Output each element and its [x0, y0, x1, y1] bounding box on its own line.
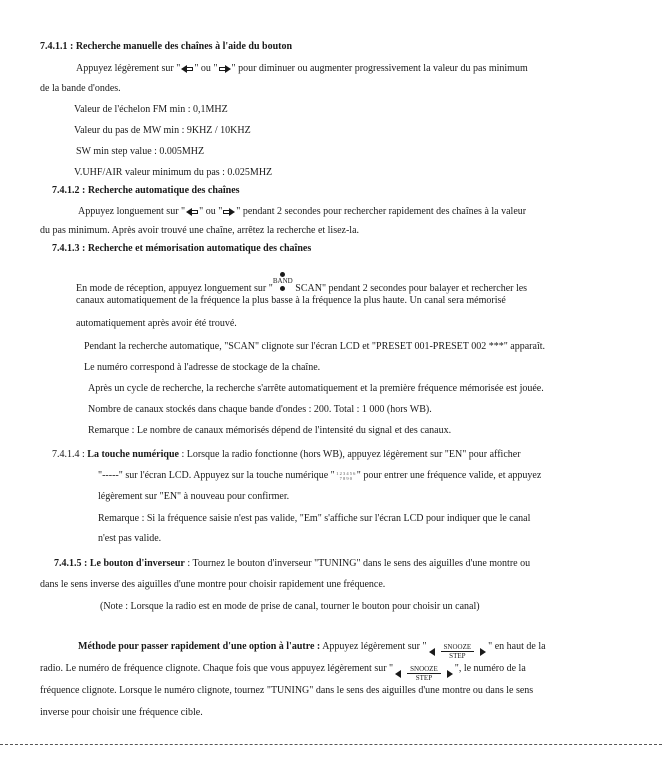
arrow-right-icon — [219, 65, 231, 72]
note-line: (Note : Lorsque la radio est en mode de prise de canal, tourner le bouton pour choisir un canal) — [100, 601, 480, 612]
paragraph-line: n'est pas valide. — [98, 533, 162, 544]
snooze-step-button-icon: SNOOZE STEP — [429, 643, 487, 660]
paragraph-line: canaux automatiquement de la fréquence la plus basse à la fréquence la plus haute. Un canal sera mémorisé — [76, 295, 506, 306]
snooze-step-button-icon: SNOOZE STEP — [395, 665, 453, 682]
paragraph-line: Pendant la recherche automatique, "SCAN" clignote sur l'écran LCD et "PRESET 001-PRESET 002 ***" apparaît. — [84, 341, 546, 352]
section-number: 7.4.1.4 : — [52, 449, 88, 460]
footer-divider — [0, 744, 662, 745]
paragraph-line: 7.4.1.4 : La touche numérique : Lorsque la radio fonctionne (hors WB), appuyez légèrement sur "EN" pour afficher — [52, 449, 521, 460]
fm-step-value: Valeur de l'échelon FM min : 0,1MHZ — [74, 104, 228, 115]
paragraph-line: dans le sens inverse des aiguilles d'une montre pour choisir rapidement une fréquence. — [40, 579, 386, 590]
paragraph-line: de la bande d'ondes. — [40, 83, 121, 94]
section-heading-numeric-key: La touche numérique — [87, 449, 179, 460]
paragraph-line: En mode de réception, appuyez longuement sur " BAND SCAN" pendant 2 secondes pour balayer et rechercher les — [76, 272, 527, 296]
paragraph-line: "-----" sur l'écran LCD. Appuyez sur la touche numérique "1 2 3 4 5 6 7 8 9 0 " pour entrer une fréquence valide, et appuyez — [98, 470, 542, 481]
paragraph-line: du pas minimum. Après avoir trouvé une chaîne, arrêtez la recherche et lisez-la. — [40, 225, 360, 236]
paragraph-line: Après un cycle de recherche, la recherche s'arrête automatiquement et la première fréquence mémorisée est jouée. — [88, 383, 544, 394]
mw-step-value: Valeur du pas de MW min : 9KHZ / 10KHZ — [74, 125, 251, 136]
arrow-left-icon — [181, 65, 193, 72]
paragraph-line: Nombre de canaux stockés dans chaque bande d'ondes : 200. Total : 1 000 (hors WB). — [88, 404, 432, 415]
paragraph-line: légèrement sur "EN" à nouveau pour confirmer. — [98, 491, 290, 502]
section-heading-manual-search: 7.4.1.1 : Recherche manuelle des chaînes à l'aide du bouton — [40, 41, 293, 52]
numeric-keypad-icon: 1 2 3 4 5 6 7 8 9 0 — [336, 471, 356, 481]
section-heading-scan-memorize: 7.4.1.3 : Recherche et mémorisation automatique des chaînes — [52, 243, 312, 254]
section-heading-auto-search: 7.4.1.2 : Recherche automatique des chaînes — [52, 185, 240, 196]
paragraph-line: Appuyez légèrement sur " " ou " " pour diminuer ou augmenter progressivement la valeur du pas minimum — [76, 63, 528, 74]
paragraph-line: Remarque : Si la fréquence saisie n'est pas valide, "Em" s'affiche sur l'écran LCD pour indiquer que le canal — [98, 513, 531, 524]
section-heading-quick-switch: Méthode pour passer rapidement d'une option à l'autre : — [78, 641, 321, 652]
arrow-right-icon — [223, 208, 235, 215]
paragraph-line: 7.4.1.5 : Le bouton d'inverseur : Tournez le bouton d'inverseur "TUNING" dans le sens des aiguilles d'une montre ou — [54, 558, 531, 569]
paragraph-line: Remarque : Le nombre de canaux mémorisés dépend de l'intensité du signal et des canaux. — [88, 425, 452, 436]
sw-step-value: SW min step value : 0.005MHZ — [76, 146, 205, 157]
paragraph-line: Le numéro correspond à l'adresse de stockage de la chaîne. — [84, 362, 321, 373]
paragraph-line: Appuyez longuement sur " " ou " " pendant 2 secondes pour rechercher rapidement des chaînes à la valeur — [78, 206, 527, 217]
paragraph-line: automatiquement après avoir été trouvé. — [76, 318, 237, 329]
paragraph-line: fréquence clignote. Lorsque le numéro clignote, tournez "TUNING" dans le sens des aiguilles d'une montre ou dans le sens — [40, 685, 534, 696]
section-heading-inverter-knob: 7.4.1.5 : Le bouton d'inverseur — [54, 558, 185, 569]
paragraph-line: inverse pour choisir une fréquence cible. — [40, 707, 203, 718]
band-button-icon: BAND — [273, 272, 293, 294]
vuhf-step-value: V.UHF/AIR valeur minimum du pas : 0.025MHZ — [74, 167, 273, 178]
paragraph-line: radio. Le numéro de fréquence clignote. Chaque fois que vous appuyez légèrement sur " SNOOZE STEP ", le numéro de la — [40, 663, 526, 683]
arrow-left-icon — [186, 208, 198, 215]
paragraph-line: Méthode pour passer rapidement d'une option à l'autre : Appuyez légèrement sur " SNOOZE STEP " en haut de la — [78, 641, 546, 661]
